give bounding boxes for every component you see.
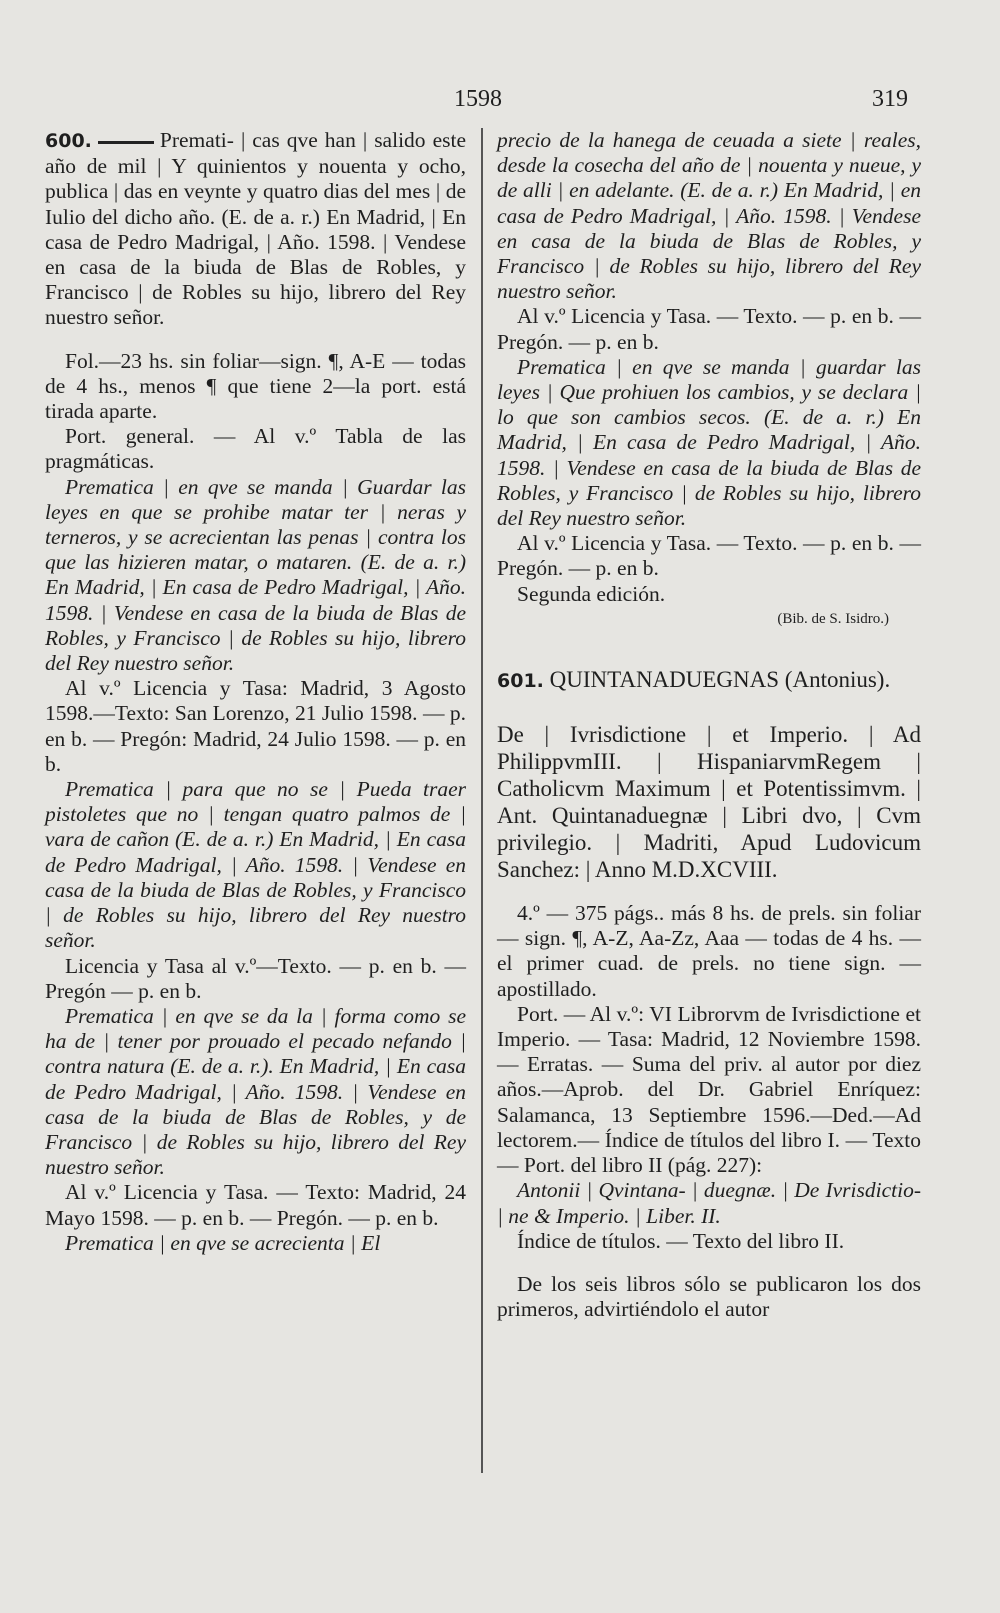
pragmatica-notes-2: Licencia y Tasa al v.º—Texto. — p. en b. — Pregón — p. en b.: [45, 953, 466, 1003]
dash-rule: [98, 141, 154, 144]
edition-note: Segunda edición.: [517, 581, 666, 606]
pragmatica-title-1: Prematica | en qve se manda | Guardar las leyes en que se prohibe matar ter | neras y terneros, y se acrecientan las penas | contra los que las hizieren matar, o mataren. (E. de a. r.) En Madrid, | En casa de Pedro Madrigal, | Año. 1598. | Vendese en casa de la biuda de Blas de Robles, y Francisco | de Robles su hijo, librero del Rey nuestro señor.: [45, 474, 466, 676]
pragmatica-title-3: Prematica | en qve se da la | forma como se ha de | tener por prouado el pecado nefando | contra natura (E. de a. r.). En Madrid, | En casa de Pedro Madrigal, | Año. 1598. | Vendese en casa de la biuda de Blas de Robles, y de Francisco | de Robles su hijo, librero del Rey nuestro señor.: [45, 1003, 466, 1180]
page-number: 319: [872, 86, 908, 112]
entry-title: De | Ivrisdictione | et Imperio. | Ad PhilippvmIII. | HispaniarvmRegem | Catholicvm Maximum | et Potentissimvm. | Ant. Quintanaduegnæ | Libri dvo, | Cvm privilegio. | Madriti, Apud Ludovicum Sanchez: | Anno M.D.XCVIII.: [497, 722, 921, 883]
book-2-notes: Índice de títulos. — Texto del libro II.: [517, 1228, 845, 1253]
entry-number: 601.: [497, 670, 544, 693]
pragmatica-title-2: Prematica | para que no se | Pueda traer pistoletes que no | tengan quatro palmos de | vara de cañon (E. de a. r.) En Madrid, | En casa de Pedro Madrigal, | Año. 1598. | Vendese en casa de la biuda de Blas de Robles, y Francisco | de Robles su hijo, librero del Rey nuestro señor.: [45, 777, 466, 953]
column-divider: [481, 128, 483, 1473]
book-2-title: Antonii | Qvintana- | duegnæ. | De Ivrisdictio- | ne & Imperio. | Liber. II.: [497, 1178, 921, 1228]
pragmatica-title-4-cont: precio de la hanega de ceuada a siete | reales, desde la cosecha del año de | nouenta y nueue, y de alli | en adelante. (E. de a. r.) En Madrid, | en casa de Pedro Madrigal, | Año. 1598. | Vendese en casa de la biuda de Blas de Robles, y Francisco | de Robles su hijo, librero del Rey nuestro señor.: [497, 128, 921, 304]
pragmatica-notes-1: Al v.º Licencia y Tasa: Madrid, 3 Agosto 1598.—Texto: San Lorenzo, 21 Julio 1598. — p. en b. — Pregón: Madrid, 24 Julio 1598. — p. en b.: [45, 676, 466, 776]
entry-title: Premati- | cas qve han | salido este año de mil | Y quinientos y nouenta y ocho, publica | das en veynte y quatro dias del mes | de Iulio del dicho año. (E. de a. r.) En Madrid, | En casa de Pedro Madrigal, | Año. 1598. | Vendese en casa de la biuda de Blas de Robles, y Francisco | de Robles su hijo, librero del Rey nuestro señor.: [45, 128, 466, 330]
entry-number: 600.: [45, 130, 92, 152]
port-note: Port. general. — Al v.º Tabla de las pragmáticas.: [45, 424, 466, 474]
pragmatica-notes-5: Al v.º Licencia y Tasa. — Texto. — p. en b. — Pregón. — p. en b.: [497, 531, 921, 581]
pragmatica-title-4-start: Prematica | en qve se acrecienta | El: [65, 1230, 381, 1255]
running-head-year: 1598: [454, 86, 502, 112]
pragmatica-notes-3: Al v.º Licencia y Tasa. — Texto: Madrid, 24 Mayo 1598. — p. en b. — Pregón. — p. en b.: [45, 1180, 466, 1230]
collation: 4.º — 375 págs.. más 8 hs. de prels. sin foliar — sign. ¶, A-Z, Aa-Zz, Aaa — todas de 4 hs. — el primer cuad. de prels. no tiene sign. — apostillado.: [497, 901, 921, 1001]
closing-note: De los seis libros sólo se publicaron los dos primeros, advirtiéndolo el autor: [497, 1271, 921, 1322]
pragmatica-notes-4: Al v.º Licencia y Tasa. — Texto. — p. en b. — Pregón. — p. en b.: [497, 304, 921, 354]
right-column: [497, 128, 921, 1322]
left-column: [45, 128, 466, 1256]
port-note: Port. — Al v.º: VI Librorvm de Ivrisdictione et Imperio. — Tasa: Madrid, 12 Noviembre 1598. — Erratas. — Suma del priv. al autor por diez años.—Aprob. del Dr. Gabriel Enríquez: Salamanca, 13 Septiembre 1596.—Ded.—Ad lectorem.— Índice de títulos del libro I. — Texto — Port. del libro II (pág. 227):: [497, 1001, 921, 1178]
entry-author: QUINTANADUEGNAS (Antonius).: [549, 667, 891, 693]
pragmatica-title-5: Prematica | en qve se manda | guardar las leyes | Que prohiuen los cambios, y se declara | lo que son cambios secos. (E. de a. r.) En Madrid, | En casa de Pedro Madrigal, | Año. 1598. | Vendese en casa de la biuda de Blas de Robles, y Francisco | de Robles su hijo, librero del Rey nuestro señor.: [497, 354, 921, 531]
collation: Fol.—23 hs. sin foliar—sign. ¶, A-E — todas de 4 hs., menos ¶ que tiene 2—la port. está tirada aparte.: [45, 348, 466, 424]
entry-600-title-block: [45, 128, 466, 331]
entry-601-heading: [497, 666, 921, 695]
library-location: (Bib. de S. Isidro.): [777, 610, 889, 627]
